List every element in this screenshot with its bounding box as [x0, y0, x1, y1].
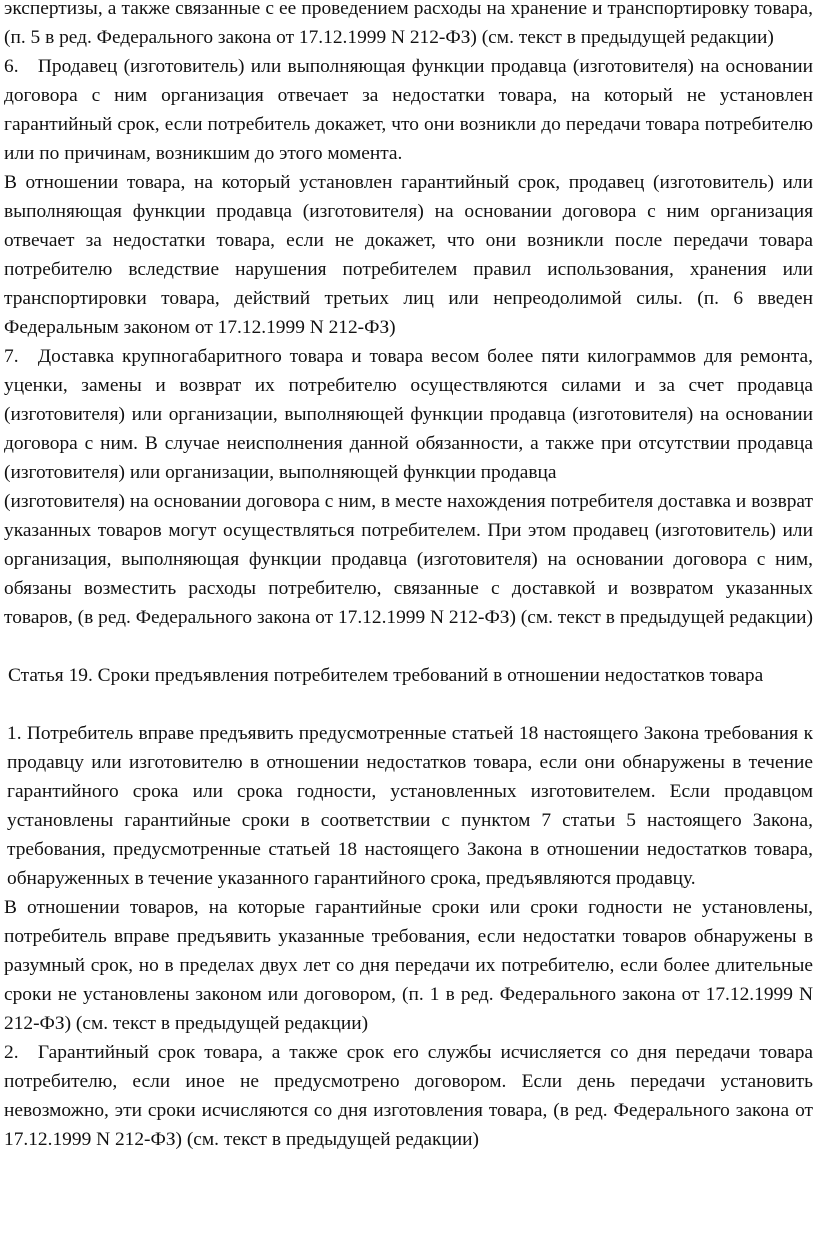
- article-19-item-1-continuation: В отношении товаров, на которые гарантийные сроки или сроки годности не установлены, потребитель вправе предъявить указанные требования, если недостатки товаров обнаружены в разумный срок, но в пределах двух лет со дня передачи их потребителю, если более длительные сроки не установлены законом или договором, (п. 1 в ред. Федерального закона от 17.12.1999 N 212-ФЗ) (см. текст в предыдущей редакции): [4, 897, 813, 1034]
- item-6-continuation: В отношении товара, на который установлен гарантийный срок, продавец (изготовитель) или выполняющая функции продавца (изготовителя) на основании договора с ним организация отвечает за недостатки товара, если не докажет, что они возникли после передачи товара потребителю вследствие нарушения потребителем правил использования, хранения или транспортировки товара, действий третьих лиц или непреодолимой силы. (п. 6 введен Федеральным законом от 17.12.1999 N 212-ФЗ): [4, 172, 813, 338]
- item-7-continuation: (изготовителя) на основании договора с ним, в месте нахождения потребителя доставка и возврат указанных товаров могут осуществляться потребителем. При этом продавец (изготовитель) или организация, выполняющая функции продавца (изготовителя) на основании договора с ним, обязаны возместить расходы потребителю, связанные с доставкой и возвратом указанных товаров, (в ред. Федерального закона от 17.12.1999 N 212-ФЗ) (см. текст в предыдущей редакции): [4, 491, 813, 628]
- article-19-item-1: 1. Потребитель вправе предъявить предусмотренные статьей 18 настоящего Закона требования к продавцу или изготовителю в отношении недостатков товара, если они обнаружены в течение гарантийного срока или срока годности, установленных изготовителем. Если продавцом установлены гарантийные сроки в соответствии с пунктом 7 статьи 5 настоящего Закона, требования, предусмотренные статьей 18 настоящего Закона в отношении недостатков товара, обнаруженных в течение указанного гарантийного срока, предъявляются продавцу.: [7, 723, 813, 889]
- item-6-paragraph: 6. Продавец (изготовитель) или выполняющая функции продавца (изготовителя) на основании договора с ним организация отвечает за недостатки товара, на который не установлен гарантийный срок, если потребитель докажет, что они возникли до передачи товара потребителю или по причинам, возникшим до этого момента.: [4, 56, 813, 164]
- item-7-paragraph: 7. Доставка крупногабаритного товара и товара весом более пяти килограммов для ремонта, уценки, замены и возврат их потребителю осуществляются силами и за счет продавца (изготовителя) или организации, выполняющей функции продавца (изготовителя) на основании договора с ним. В случае неисполнения данной обязанности, а также при отсутствии продавца (изготовителя) или организации, выполняющей функции продавца: [4, 346, 813, 483]
- intro-paragraph: экспертизы, а также связанные с ее проведением расходы на хранение и транспортировку товара, (п. 5 в ред. Федерального закона от 17.12.1999 N 212-ФЗ) (см. текст в предыдущей редакции): [4, 0, 813, 48]
- article-19-item-2: 2. Гарантийный срок товара, а также срок его службы исчисляется со дня передачи товара потребителю, если иное не предусмотрено договором. Если день передачи установить невозможно, эти сроки исчисляются со дня изготовления товара, (в ред. Федерального закона от 17.12.1999 N 212-ФЗ) (см. текст в предыдущей редакции): [4, 1042, 813, 1150]
- article-19-heading: Статья 19. Сроки предъявления потребителем требований в отношении недостатков товара: [8, 665, 764, 686]
